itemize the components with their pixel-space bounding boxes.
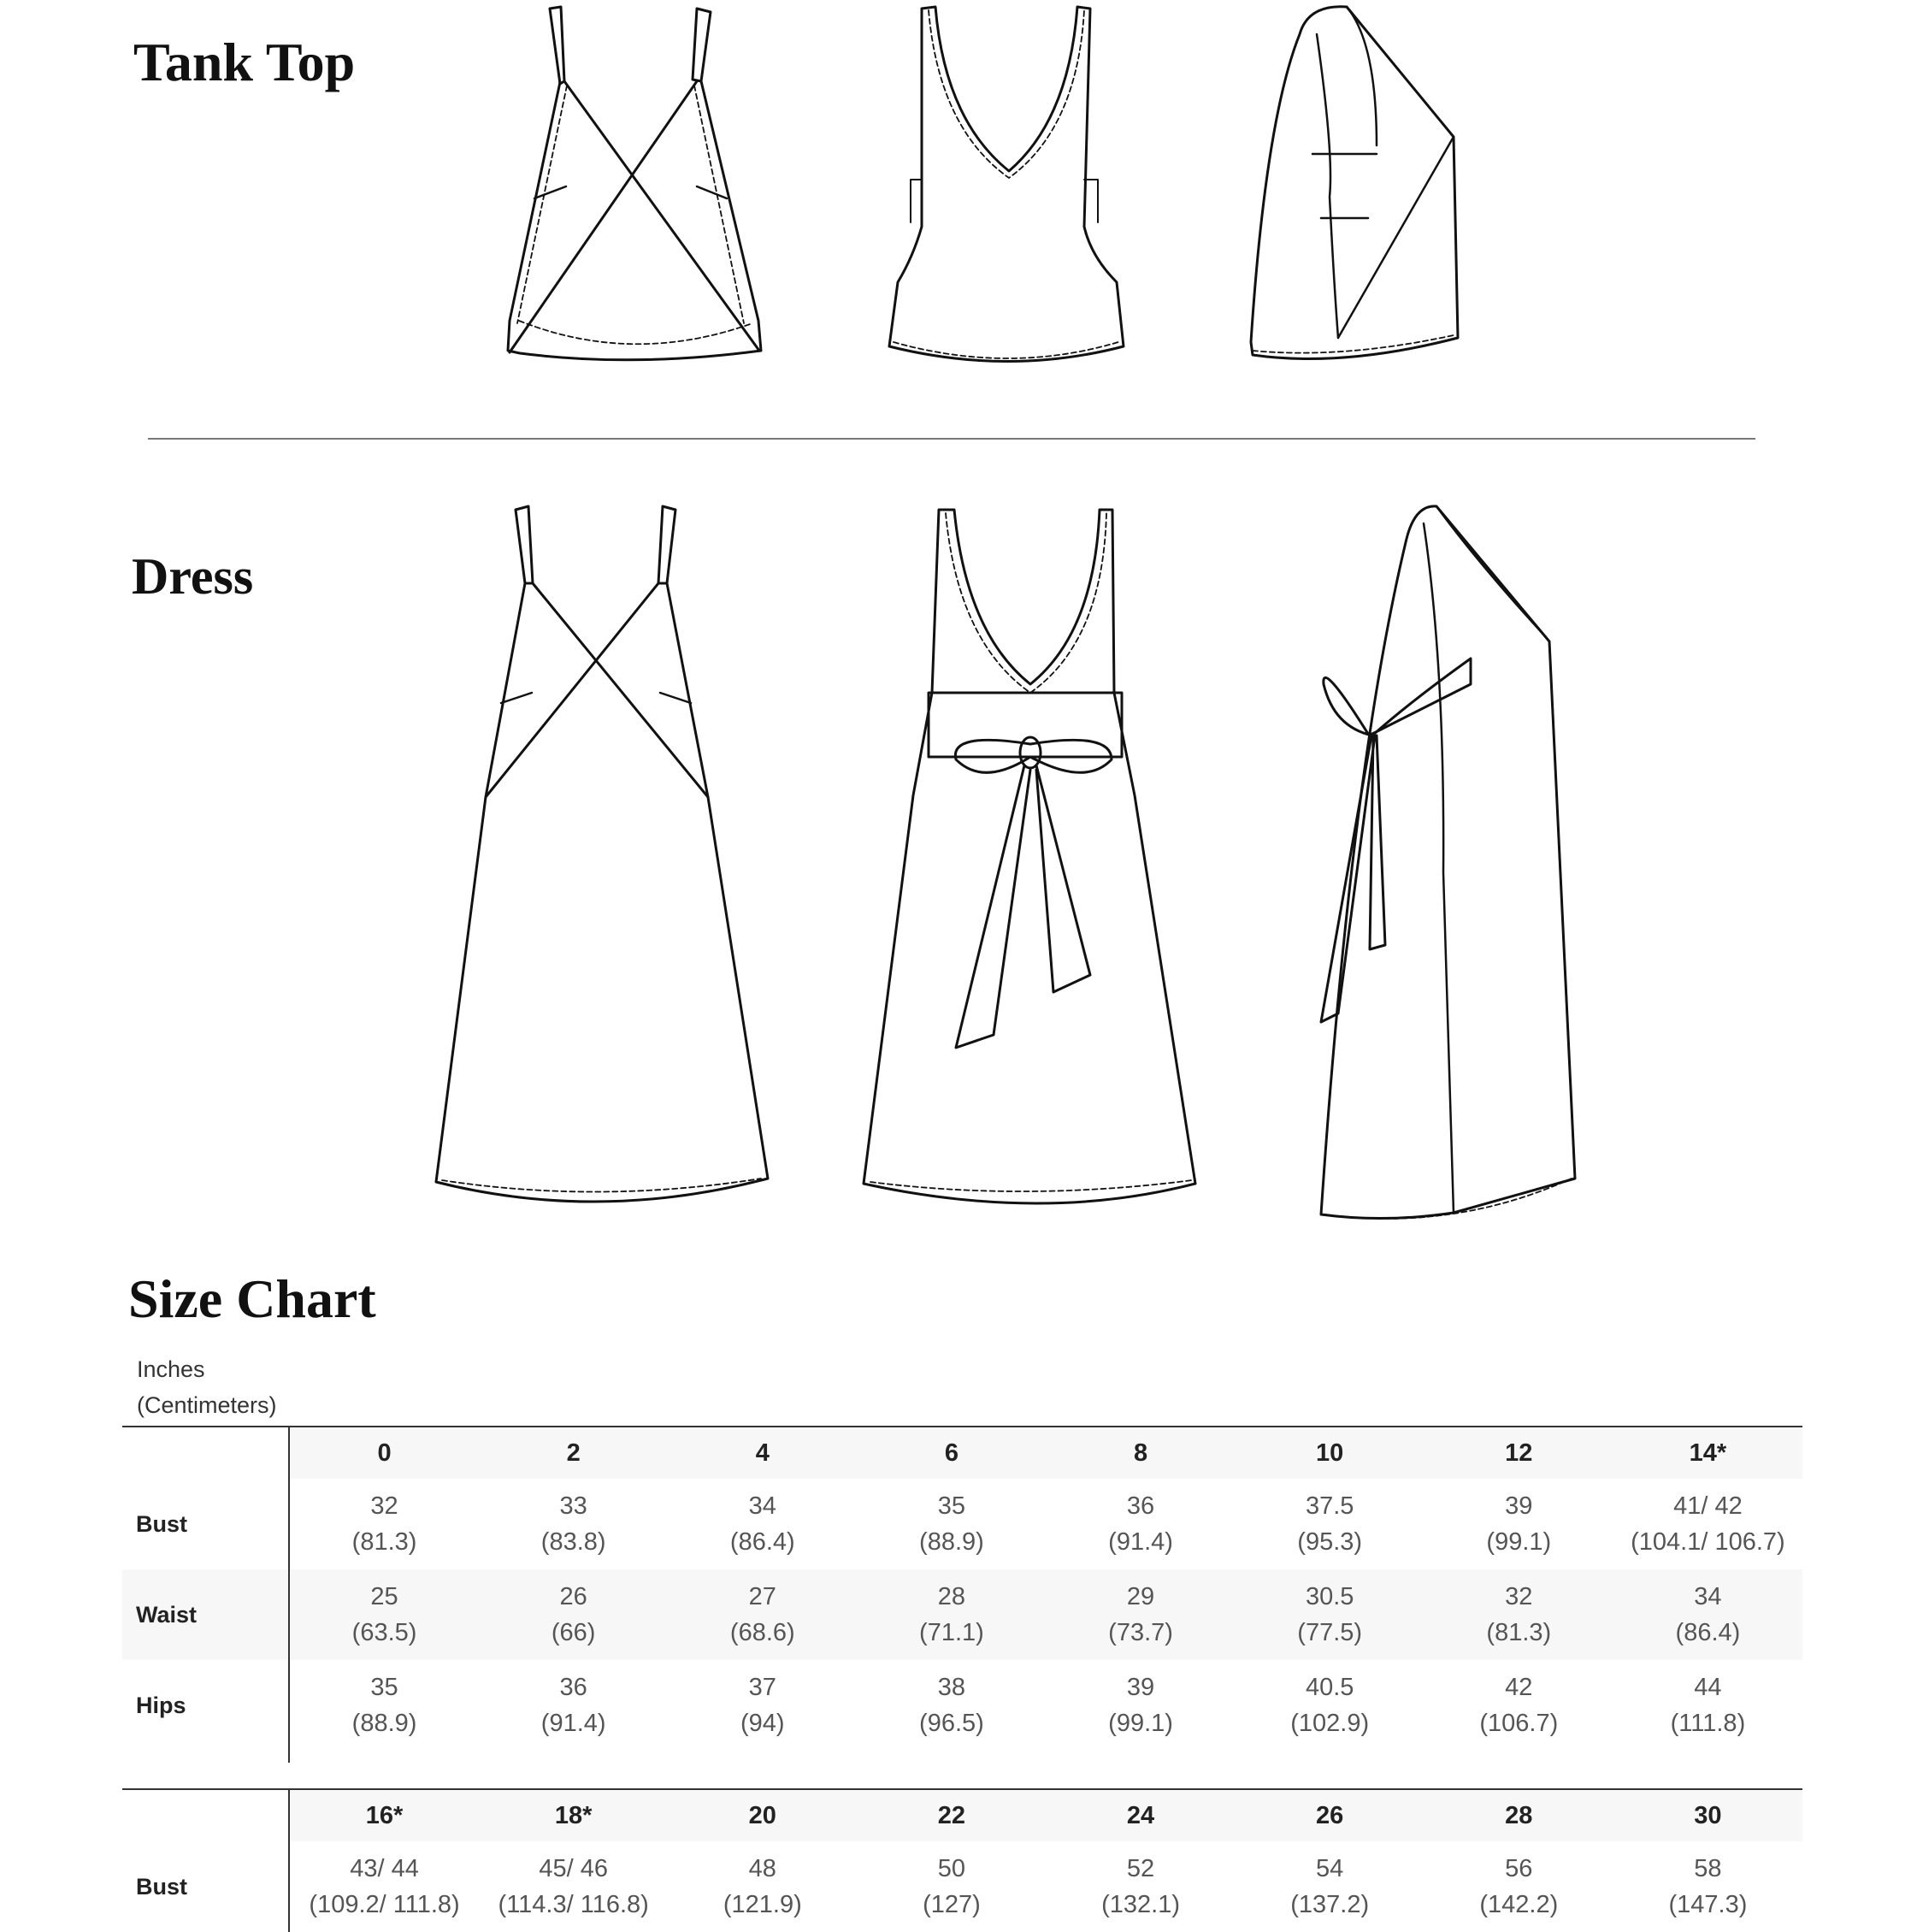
- measurement-cell: 44 (111.8): [1670, 1674, 1746, 1737]
- size-header-cell: 26: [1316, 1802, 1344, 1829]
- measurement-cell: 36 (91.4): [1108, 1492, 1173, 1556]
- size-header-cell: 22: [937, 1802, 966, 1829]
- size-header-cell: 10: [1316, 1439, 1344, 1467]
- size-header-cell: 20: [748, 1802, 776, 1829]
- measurement-cell: 42 (106.7): [1479, 1674, 1559, 1737]
- table-tail: [122, 1751, 290, 1763]
- size-header-cell: 0: [377, 1439, 392, 1467]
- measurement-cell: 27 (68.6): [729, 1583, 795, 1646]
- measurement-cell: 34 (86.4): [1675, 1583, 1741, 1646]
- dress-back-sketch: [864, 510, 1195, 1203]
- units-legend: [137, 1351, 277, 1423]
- size-table-regular: [122, 1426, 1802, 1763]
- dress-side-sketch: [1321, 506, 1575, 1219]
- size-header-cell: 30: [1694, 1802, 1722, 1829]
- size-header-cell: 12: [1505, 1439, 1533, 1467]
- size-header-cell: 24: [1126, 1802, 1155, 1829]
- measurement-cell: 37 (94): [740, 1674, 785, 1737]
- measurement-cell: 40.5 (102.9): [1290, 1674, 1370, 1737]
- size-header-cell: 8: [1133, 1439, 1148, 1467]
- size-header-cell: 6: [944, 1439, 958, 1467]
- measurement-cell: 48 (121.9): [723, 1855, 802, 1918]
- measurement-cell: 45/ 46 (114.3/ 116.8): [498, 1855, 649, 1918]
- size-header-row: [122, 1427, 1802, 1479]
- measurement-cell: 41/ 42 (104.1/ 106.7): [1631, 1492, 1785, 1556]
- measurement-cell: 56 (142.2): [1479, 1855, 1559, 1918]
- row-label-bust: Bust: [122, 1841, 290, 1932]
- size-header-cell: 28: [1505, 1802, 1533, 1829]
- measurement-cell: 39 (99.1): [1486, 1492, 1552, 1556]
- measurement-cell: 25 (63.5): [351, 1583, 417, 1646]
- size-header-cell: 16*: [365, 1802, 404, 1829]
- measurement-cell: 32 (81.3): [1486, 1583, 1552, 1646]
- row-label-bust: Bust: [122, 1479, 290, 1569]
- size-header-cell: 4: [755, 1439, 770, 1467]
- table-row-hips: [122, 1660, 1802, 1751]
- measurement-cell: 54 (137.2): [1290, 1855, 1370, 1918]
- table-row-waist: [122, 1569, 1802, 1660]
- measurement-cell: 43/ 44 (109.2/ 111.8): [309, 1855, 460, 1918]
- measurement-cell: 50 (127): [923, 1855, 981, 1918]
- size-chart-heading: Size Chart: [128, 1268, 376, 1329]
- table-row-bust: [122, 1841, 1802, 1932]
- measurement-cell: 26 (66): [551, 1583, 596, 1646]
- measurement-cell: 28 (71.1): [919, 1583, 984, 1646]
- measurement-cell: 36 (91.4): [540, 1674, 606, 1737]
- measurement-cell: 35 (88.9): [919, 1492, 984, 1556]
- dress-front-sketch: [436, 506, 768, 1202]
- measurement-cell: 37.5 (95.3): [1297, 1492, 1363, 1556]
- row-label-hips: Hips: [122, 1660, 290, 1751]
- measurement-cell: 35 (88.9): [351, 1674, 417, 1737]
- size-header-cell: 2: [566, 1439, 581, 1467]
- tank-top-heading: Tank Top: [133, 32, 356, 92]
- header-corner-cell: [122, 1790, 290, 1841]
- size-table-plus: [122, 1788, 1802, 1932]
- measurement-cell: 38 (96.5): [919, 1674, 984, 1737]
- measurement-cell: 39 (99.1): [1108, 1674, 1173, 1737]
- size-header-cell: 14*: [1689, 1439, 1727, 1467]
- size-header-row: [122, 1790, 1802, 1841]
- table-row-bust: [122, 1479, 1802, 1569]
- measurement-cell: 58 (147.3): [1668, 1855, 1748, 1918]
- measurement-cell: 32 (81.3): [351, 1492, 417, 1556]
- dress-heading: Dress: [132, 548, 254, 605]
- units-inches-label: Inches: [137, 1356, 205, 1382]
- size-header-cell: 18*: [554, 1802, 593, 1829]
- measurement-cell: 29 (73.7): [1108, 1583, 1173, 1646]
- header-corner-cell: [122, 1427, 290, 1479]
- units-centimeters-label: (Centimeters): [137, 1392, 277, 1418]
- row-label-waist: Waist: [122, 1569, 290, 1660]
- measurement-cell: 30.5 (77.5): [1297, 1583, 1363, 1646]
- measurement-cell: 34 (86.4): [729, 1492, 795, 1556]
- measurement-cell: 52 (132.1): [1101, 1855, 1180, 1918]
- measurement-cell: 33 (83.8): [540, 1492, 606, 1556]
